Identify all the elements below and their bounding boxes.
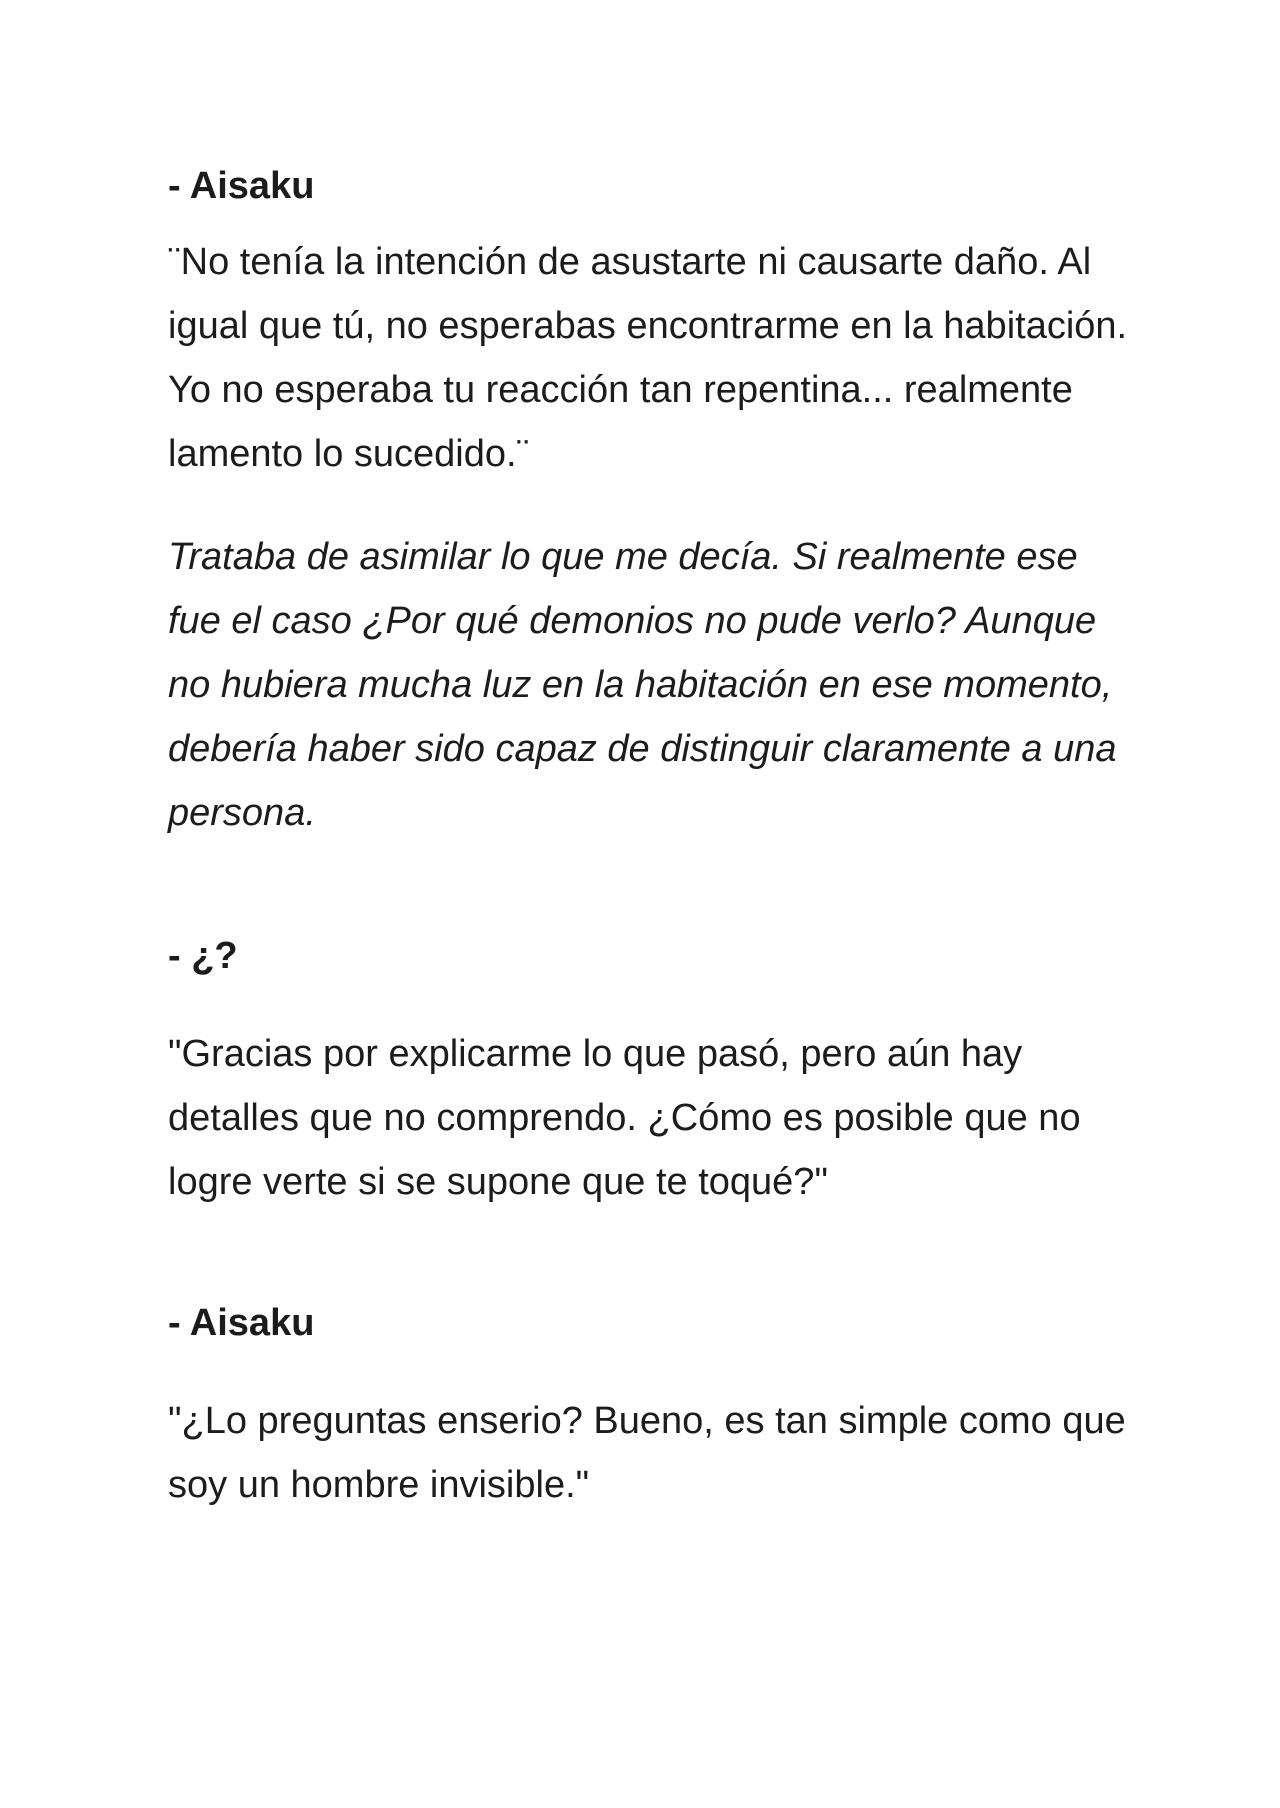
narration-paragraph: Trataba de asimilar lo que me decía. Si realmente ese fue el caso ¿Por qué demonios no pude verlo? Aunque no hubiera mucha luz en la habitación en ese momento, debería haber sido capaz de distinguir claramente a una persona.	[168, 536, 1117, 834]
speaker-name: - ¿?	[168, 935, 238, 977]
dialogue-paragraph: "¿Lo preguntas enserio? Bueno, es tan simple como que soy un hombre invisible."	[168, 1400, 1126, 1506]
dialogue-paragraph: "Gracias por explicarme lo que pasó, pero aún hay detalles que no comprendo. ¿Cómo es posible que no logre verte si se supone que te toqué?"	[168, 1033, 1081, 1203]
dialogue-paragraph: ¨No tenía la intención de asustarte ni causarte daño. Al igual que tú, no esperabas encontrarme en la habitación. Yo no esperaba tu reacción tan repentina... realmente lamento lo sucedido.¨	[168, 241, 1128, 475]
speaker-name: - Aisaku	[168, 1302, 315, 1344]
speaker-name: - Aisaku	[168, 165, 315, 207]
